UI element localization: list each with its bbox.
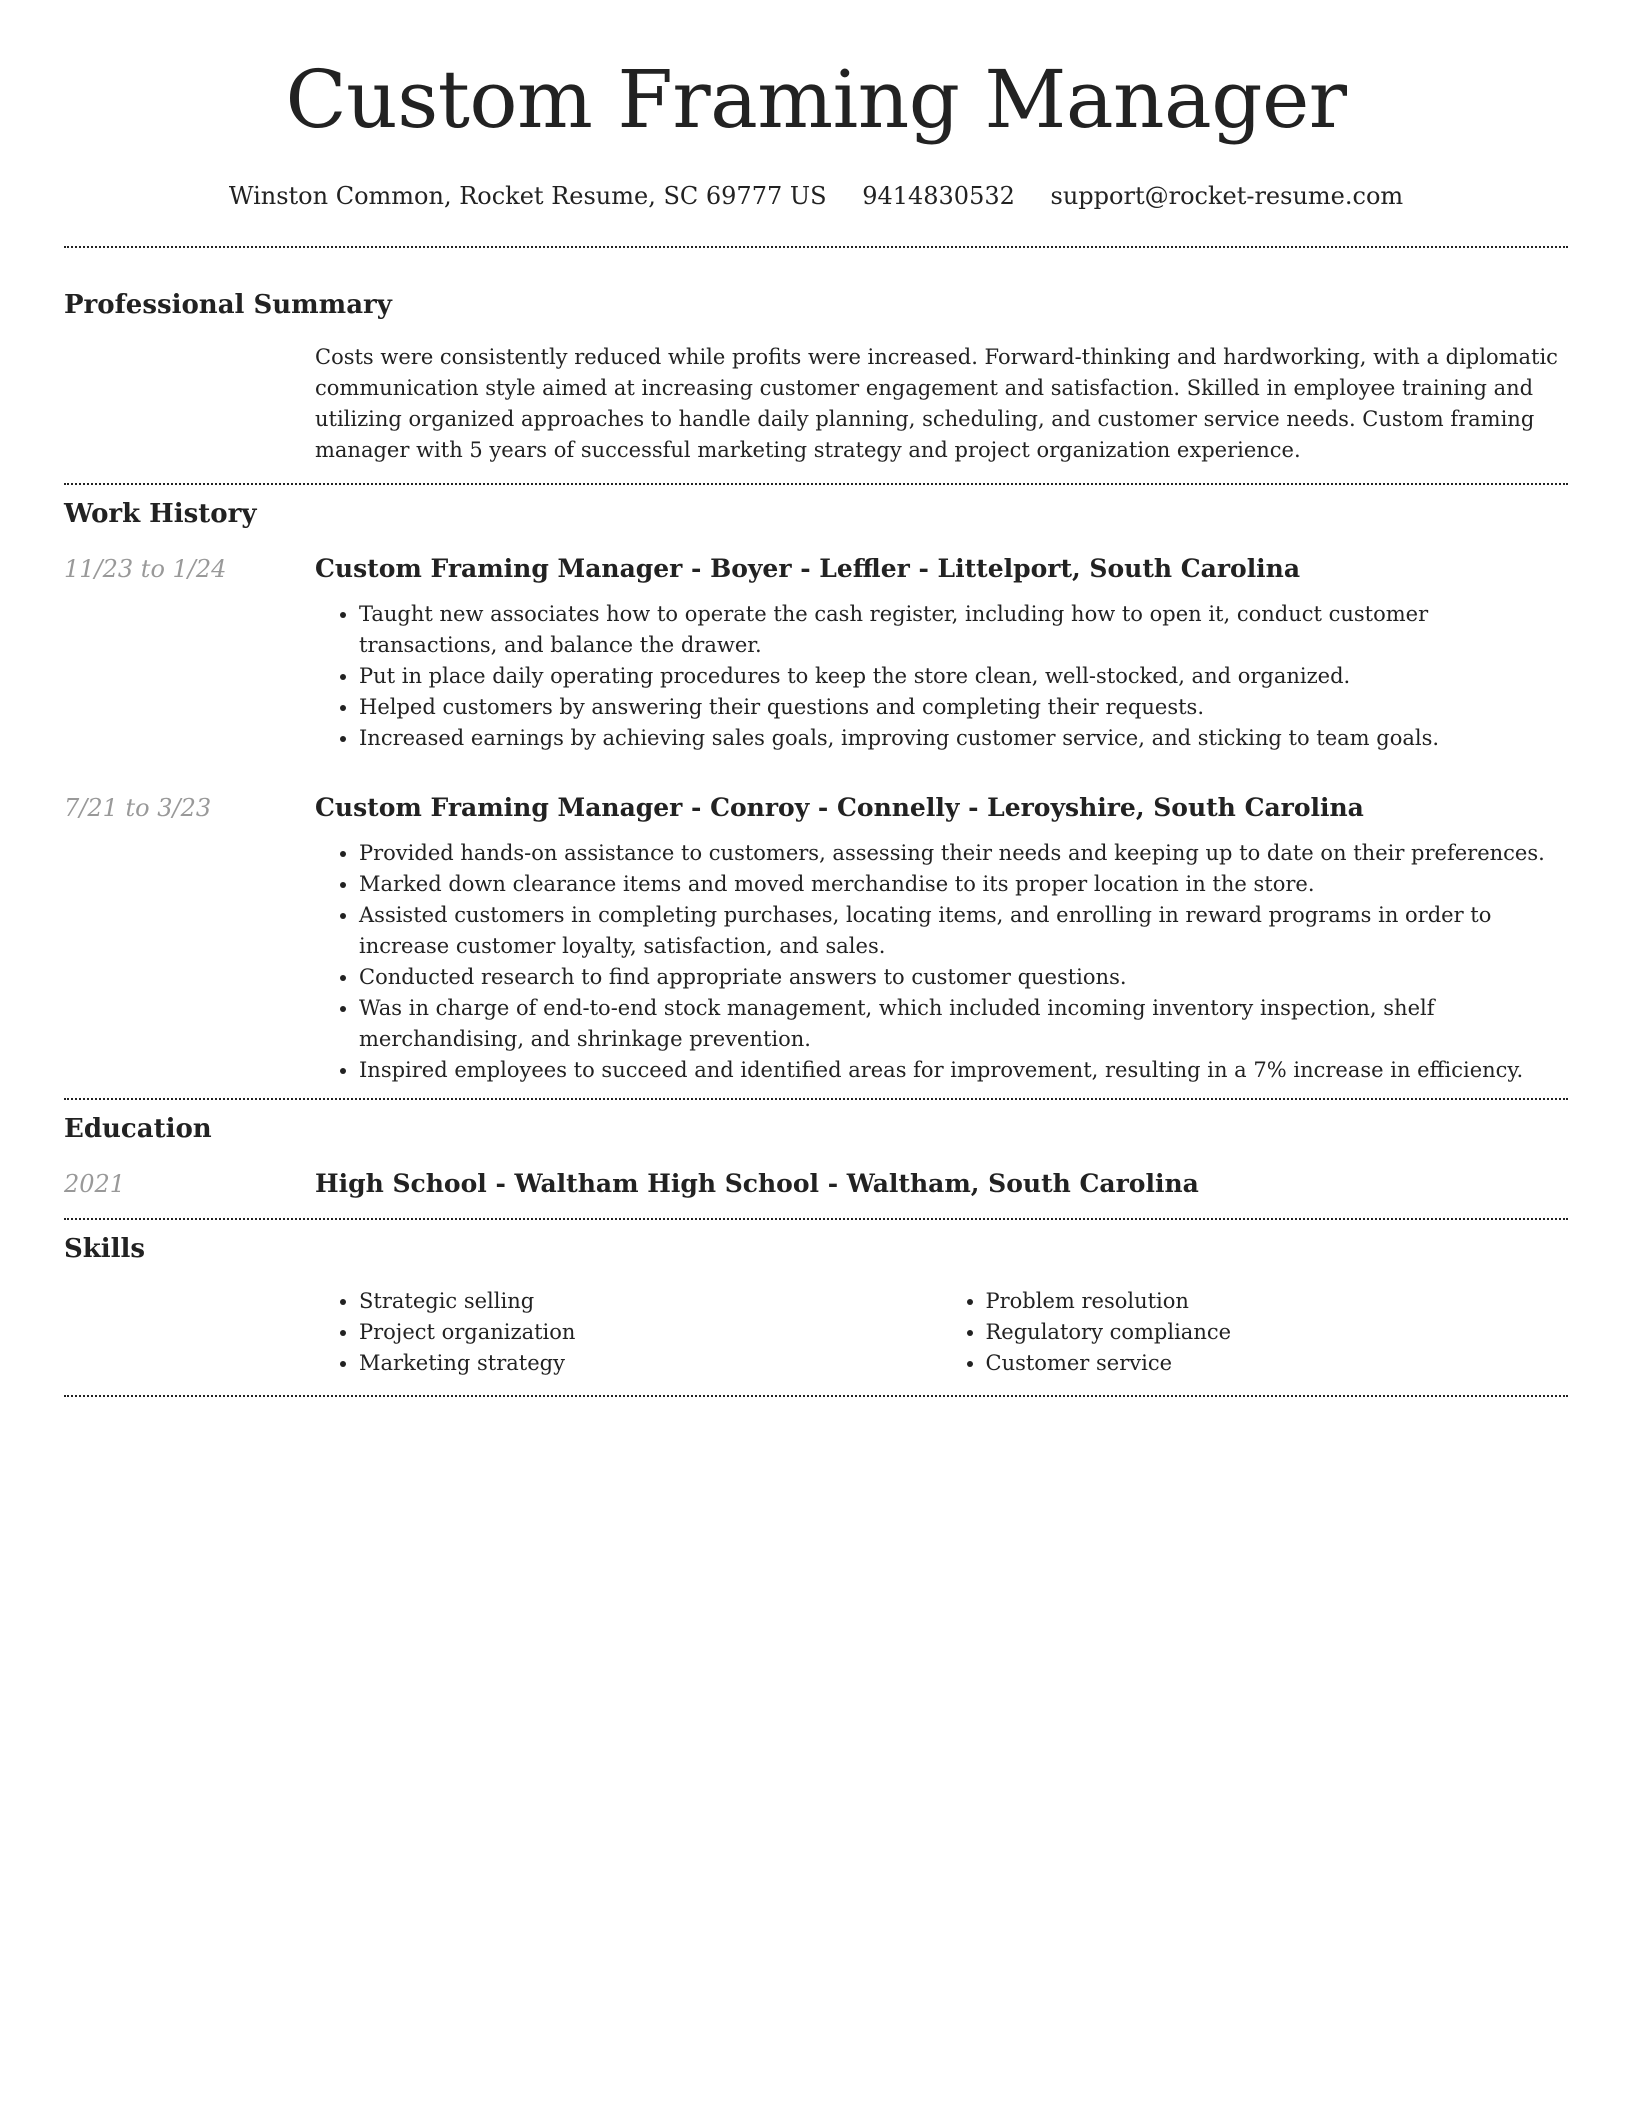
skills-section bbox=[64, 1220, 1568, 1379]
summary-spacer bbox=[64, 342, 315, 466]
job-heading: Custom Framing Manager - Boyer - Leffler - Littelport, South Carolina bbox=[315, 554, 1301, 583]
skills-grid bbox=[315, 1286, 1568, 1379]
list-item: • Inspired employees to succeed and identified areas for improvement, resulting in a 7% increase in efficiency. bbox=[359, 1055, 1568, 1086]
skills-list-left bbox=[315, 1286, 942, 1379]
list-item: • Marked down clearance items and moved merchandise to its proper location in the store. bbox=[359, 869, 1568, 900]
contact-line bbox=[64, 180, 1568, 212]
list-item: • Strategic selling bbox=[359, 1286, 942, 1317]
job-entry bbox=[64, 553, 1568, 754]
contact-email: support@rocket-resume.com bbox=[1050, 182, 1404, 210]
education-heading: Education bbox=[64, 1114, 212, 1144]
list-item: • Customer service bbox=[986, 1348, 1569, 1379]
education-section bbox=[64, 1100, 1568, 1200]
skills-heading: Skills bbox=[64, 1234, 146, 1264]
job-dates: 7/21 to 3/23 bbox=[64, 794, 212, 822]
summary-text: Costs were consistently reduced while profits were increased. Forward-thinking and hardworking, with a diplomatic communication style aimed at increasing customer engagement and satisfaction. Skilled in employee training and utilizing organized approaches to handle daily planning, scheduling, and customer service needs. Custom framing manager with 5 years of successful marketing strategy and project organization experience. bbox=[315, 345, 1558, 462]
list-item: • Provided hands-on assistance to customers, assessing their needs and keeping up to date on their preferences. bbox=[359, 838, 1568, 869]
education-year: 2021 bbox=[64, 1170, 126, 1198]
contact-address: Winston Common, Rocket Resume, SC 69777 US bbox=[228, 182, 827, 210]
education-heading-line: High School - Waltham High School - Waltham, South Carolina bbox=[315, 1169, 1199, 1198]
list-item: • Problem resolution bbox=[986, 1286, 1569, 1317]
list-item: • Put in place daily operating procedures to keep the store clean, well-stocked, and organized. bbox=[359, 661, 1568, 692]
work-history-section bbox=[64, 485, 1568, 1086]
divider bbox=[64, 1395, 1568, 1397]
education-entry bbox=[64, 1168, 1568, 1200]
resume-page bbox=[64, 0, 1568, 1397]
contact-phone: 9414830532 bbox=[862, 182, 1015, 210]
list-item: • Assisted customers in completing purchases, locating items, and enrolling in reward programs in order to increase customer loyalty, satisfaction, and sales. bbox=[359, 900, 1568, 962]
list-item: • Taught new associates how to operate the cash register, including how to open it, conduct customer transactions, and balance the drawer. bbox=[359, 599, 1568, 661]
summary-section bbox=[64, 248, 1568, 466]
page-title: Custom Framing Manager bbox=[285, 53, 1347, 146]
list-item: • Project organization bbox=[359, 1317, 942, 1348]
job-entry bbox=[64, 792, 1568, 1086]
summary-heading: Professional Summary bbox=[64, 290, 392, 320]
job-bullets bbox=[315, 599, 1568, 754]
list-item: • Regulatory compliance bbox=[986, 1317, 1569, 1348]
list-item: • Conducted research to find appropriate answers to customer questions. bbox=[359, 962, 1568, 993]
work-history-heading: Work History bbox=[64, 499, 257, 529]
skills-list-right bbox=[942, 1286, 1569, 1379]
job-heading: Custom Framing Manager - Conroy - Connelly - Leroyshire, South Carolina bbox=[315, 793, 1364, 822]
list-item: • Helped customers by answering their questions and completing their requests. bbox=[359, 692, 1568, 723]
job-bullets bbox=[315, 838, 1568, 1086]
job-dates: 11/23 to 1/24 bbox=[64, 555, 227, 583]
list-item: • Was in charge of end-to-end stock management, which included incoming inventory inspection, shelf merchandising, and shrinkage prevention. bbox=[359, 993, 1568, 1055]
list-item: • Marketing strategy bbox=[359, 1348, 942, 1379]
list-item: • Increased earnings by achieving sales goals, improving customer service, and sticking to team goals. bbox=[359, 723, 1568, 754]
skills-spacer bbox=[64, 1286, 315, 1379]
